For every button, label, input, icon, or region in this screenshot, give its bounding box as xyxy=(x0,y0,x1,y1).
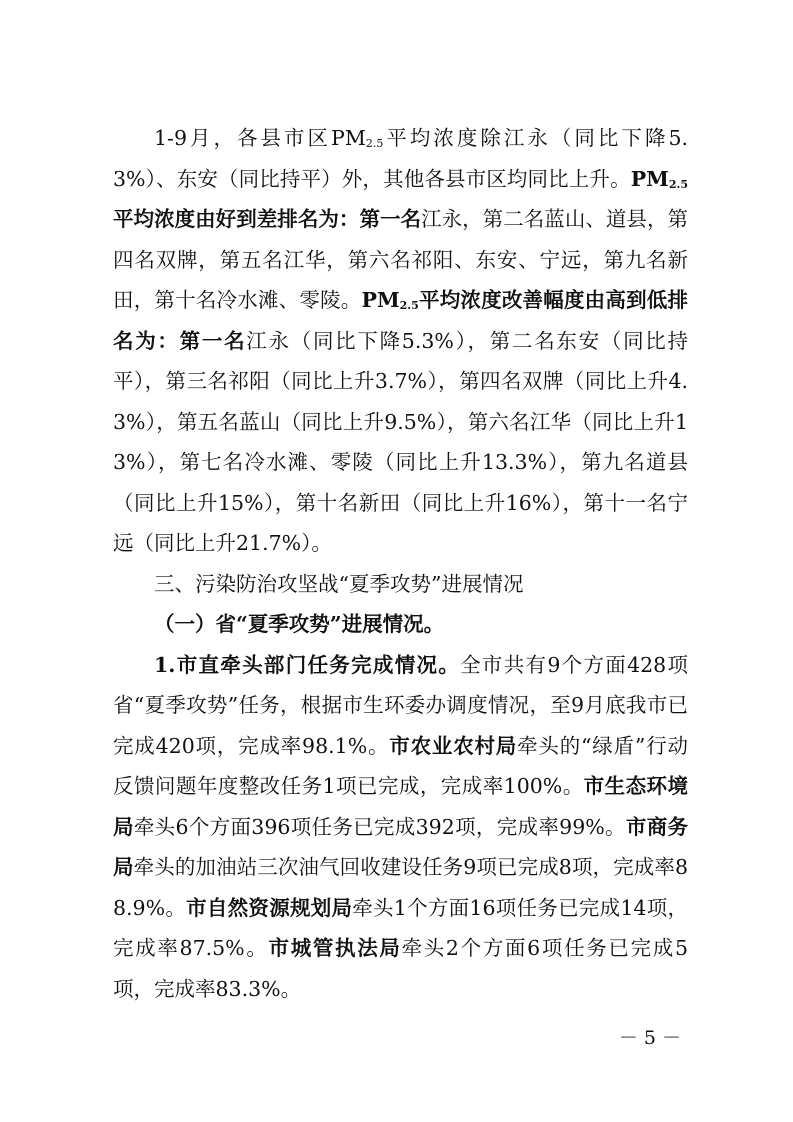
bold-text: 平均浓度由好到差排名为：第一名 xyxy=(113,207,422,231)
text-run: 牵头的“绿盾”行动反馈问题年度整改任务1项已完成，完成率100%。 xyxy=(113,733,688,798)
text-run: 全市共有9个方面428项省“夏季攻势”任务，根据市生环委办调度情况，至9月底我市已完成420项，完成率98.1%。 xyxy=(113,652,689,758)
bold-text: PM xyxy=(630,166,669,191)
bold-text: 市商务局 xyxy=(113,814,689,879)
text-run: 江永（同比下降5.3%），第二名东安（同比持平），第三名祁阳（同比上升3.7%），第四名双牌（同比上升4.3%），第五名蓝山（同比上升9.5%），第六名江华（同比上升13%），第七名冷水滩、零陵（同比上升13.3%），第九名道县（同比上升15%），第十名新田（同比上升16%），第十一名宁远（同比上升21.7%）。 xyxy=(113,328,688,555)
page-number: － 5 － xyxy=(618,1027,681,1049)
bold-text: 市农业农村局 xyxy=(389,733,518,758)
text-run: 1-9月，各县市区PM xyxy=(154,126,366,150)
text-run: 牵头1个方面16项任务已完成14项，完成率87.5%。 xyxy=(113,895,688,960)
page-body xyxy=(113,118,688,1009)
text-run: 江永，第二名蓝山、道县，第四名双牌，第五名江华，第六名祁阳、东安、宁远，第九名新田，第十名冷水滩、零陵。 xyxy=(113,207,689,312)
paragraph-task-completion xyxy=(113,645,688,1010)
text-run: 牵头6个方面396项任务已完成392项，完成率99%。 xyxy=(133,814,626,839)
text-run: 牵头2个方面6项任务已完成5项，完成率83.3%。 xyxy=(113,936,688,1001)
text-run: 牵头的加油站三次油气回收建设任务9项已完成8项，完成率88.9%。 xyxy=(113,855,688,920)
bold-text: PM xyxy=(361,288,400,312)
subscript: 2.5 xyxy=(668,177,688,191)
bold-text: 市生态环境局 xyxy=(113,774,689,839)
bold-text: 平均浓度改善幅度由高到低排名为：第一名 xyxy=(113,288,689,353)
subscript: 2.5 xyxy=(399,299,419,312)
text-run: 平均浓度除江永（同比下降5.3%）、东安（同比持平）外，其他各县市区均同比上升。 xyxy=(113,126,689,191)
subscript: 2.5 xyxy=(365,137,384,150)
section-heading: 三、污染防治攻坚战“夏季攻势”进展情况 xyxy=(154,571,524,596)
subsection-heading: （一）省“夏季攻势”进展情况。 xyxy=(154,612,445,636)
paragraph-pm25-ranking xyxy=(113,118,688,564)
bold-text: 市自然资源规划局 xyxy=(186,895,353,920)
bold-text: 市城管执法局 xyxy=(268,936,402,960)
bold-text: 1.市直牵头部门任务完成情况。 xyxy=(154,652,461,677)
